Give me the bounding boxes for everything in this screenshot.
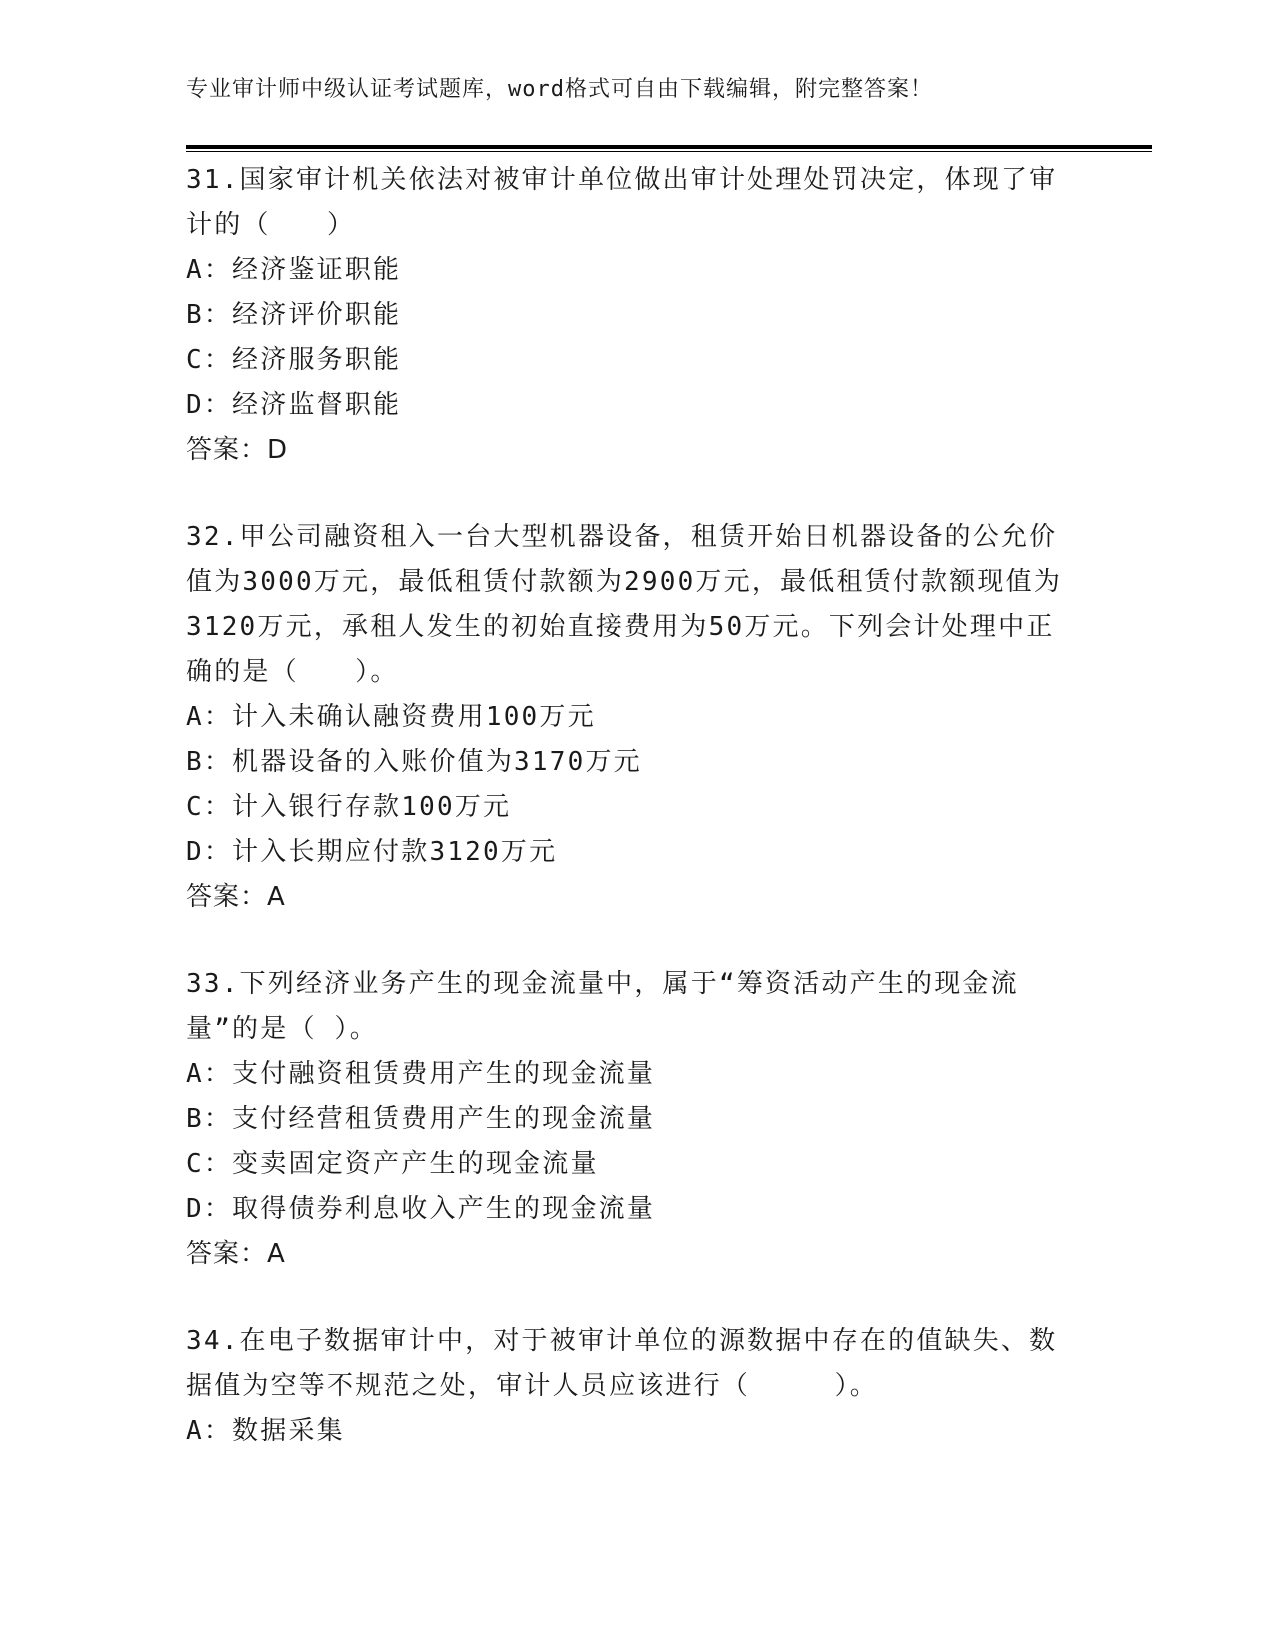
question-34 bbox=[186, 1319, 1066, 1454]
option-b: B：支付经营租赁费用产生的现金流量 bbox=[186, 1104, 656, 1134]
option-b: B：经济评价职能 bbox=[186, 300, 402, 330]
option-d: D：取得债券利息收入产生的现金流量 bbox=[186, 1194, 656, 1224]
option-b: B：机器设备的入账价值为3170万元 bbox=[186, 747, 642, 777]
option-a: A：经济鉴证职能 bbox=[186, 255, 402, 285]
header-note: 专业审计师中级认证考试题库，word格式可自由下载编辑，附完整答案！ bbox=[186, 77, 933, 102]
option-a: A：数据采集 bbox=[186, 1416, 345, 1446]
answer: 答案：D bbox=[186, 435, 289, 465]
answer: 答案：A bbox=[186, 882, 286, 912]
option-a: A：支付融资租赁费用产生的现金流量 bbox=[186, 1059, 656, 1089]
header-rule-thick bbox=[186, 145, 1152, 149]
option-c: C：变卖固定资产产生的现金流量 bbox=[186, 1149, 599, 1179]
question-text: 33.下列经济业务产生的现金流量中，属于“筹资活动产生的现金流量”的是（ ）。 bbox=[186, 969, 1019, 1044]
option-d: D：经济监督职能 bbox=[186, 390, 402, 420]
question-text: 34.在电子数据审计中，对于被审计单位的源数据中存在的值缺失、数据值为空等不规范之处，审计人员应该进行（ ）。 bbox=[186, 1326, 1058, 1401]
question-32 bbox=[186, 515, 1066, 920]
header-rule-thin bbox=[186, 151, 1152, 152]
option-a: A：计入未确认融资费用100万元 bbox=[186, 702, 596, 732]
question-33 bbox=[186, 962, 1066, 1277]
option-c: C：计入银行存款100万元 bbox=[186, 792, 512, 822]
question-31 bbox=[186, 158, 1066, 473]
question-list bbox=[186, 158, 1066, 1496]
question-text: 31.国家审计机关依法对被审计单位做出审计处理处罚决定，体现了审计的（ ） bbox=[186, 165, 1058, 240]
option-d: D：计入长期应付款3120万元 bbox=[186, 837, 558, 867]
answer: 答案：A bbox=[186, 1239, 286, 1269]
question-text: 32.甲公司融资租入一台大型机器设备，租赁开始日机器设备的公允价值为3000万元，最低租赁付款额为2900万元，最低租赁付款额现值为3120万元，承租人发生的初始直接费用为50万元。下列会计处理中正确的是（ ）。 bbox=[186, 522, 1063, 687]
option-c: C：经济服务职能 bbox=[186, 345, 402, 375]
